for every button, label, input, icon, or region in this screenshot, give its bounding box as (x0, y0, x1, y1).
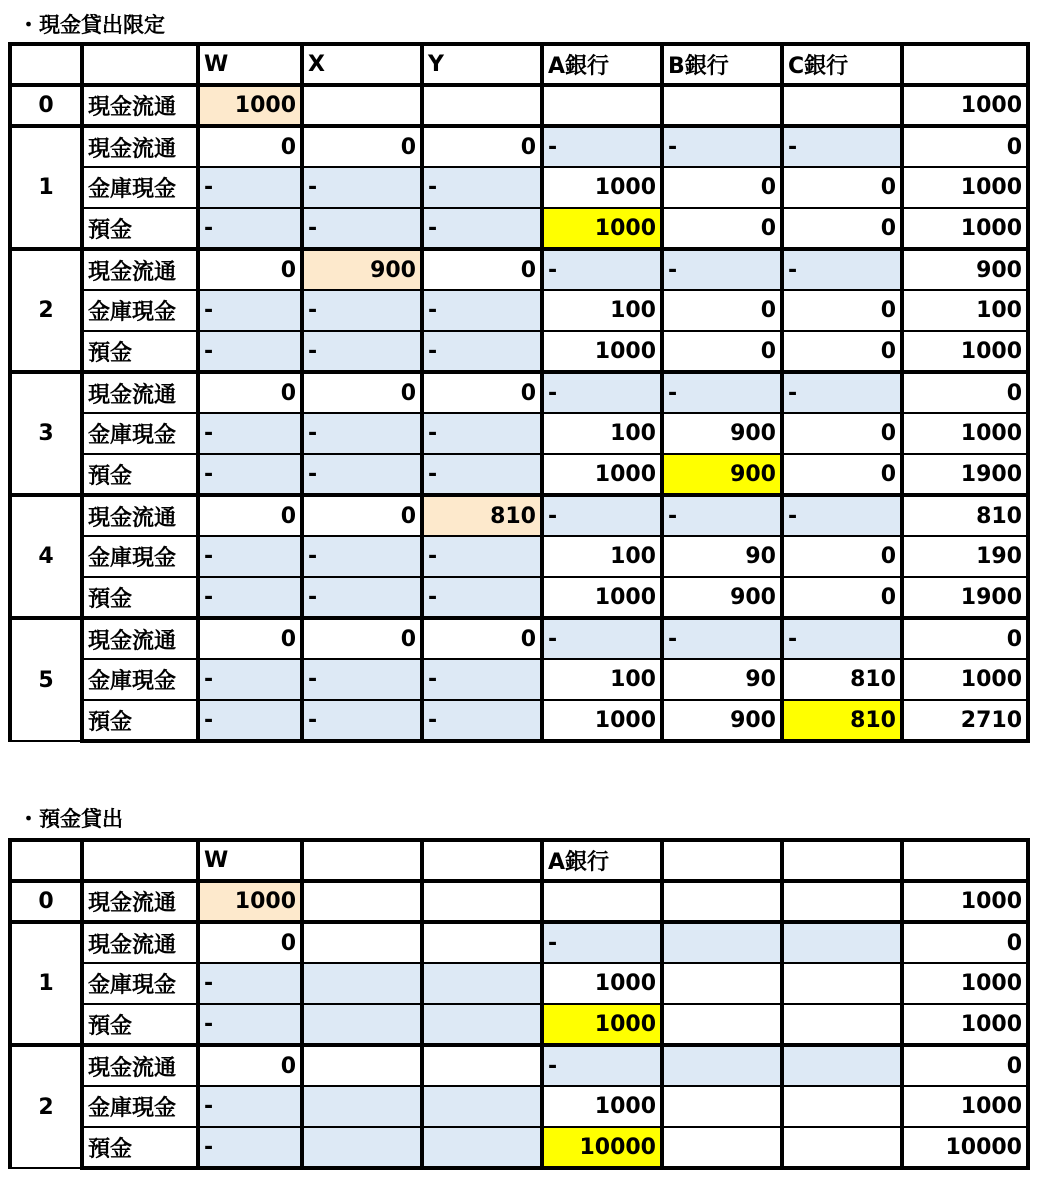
total-cell[interactable]: 1000 (902, 413, 1028, 454)
value-cell[interactable]: - (302, 208, 422, 249)
value-cell[interactable]: 0 (782, 413, 902, 454)
value-cell[interactable] (422, 963, 542, 1004)
value-cell[interactable]: 0 (198, 372, 302, 413)
value-cell[interactable]: 0 (782, 167, 902, 208)
value-cell[interactable] (662, 881, 782, 922)
value-cell[interactable]: - (198, 659, 302, 700)
value-cell[interactable]: 1000 (542, 963, 662, 1004)
table-row (10, 881, 1028, 922)
value-cell[interactable]: 0 (662, 290, 782, 331)
value-cell[interactable]: - (198, 413, 302, 454)
value-cell[interactable] (302, 1086, 422, 1127)
column-header[interactable] (902, 44, 1028, 85)
table-row (10, 85, 1028, 126)
value-cell[interactable] (782, 881, 902, 922)
header-row (10, 44, 1028, 85)
value-cell[interactable]: 900 (302, 249, 422, 290)
value-cell[interactable]: 1000 (542, 208, 662, 249)
value-cell[interactable] (782, 922, 902, 963)
value-cell[interactable]: - (662, 126, 782, 167)
table-row (10, 208, 1028, 249)
value-cell[interactable]: - (198, 700, 302, 741)
column-header[interactable] (782, 840, 902, 881)
value-cell[interactable]: 0 (422, 126, 542, 167)
value-cell[interactable]: 100 (542, 290, 662, 331)
column-header[interactable]: Y (422, 44, 542, 85)
table-row (10, 290, 1028, 331)
value-cell[interactable]: 810 (422, 495, 542, 536)
value-cell[interactable]: - (198, 1004, 302, 1045)
column-header[interactable]: A銀行 (542, 44, 662, 85)
row-label-cell[interactable]: 預金 (82, 700, 198, 741)
value-cell[interactable]: - (422, 577, 542, 618)
column-header[interactable]: X (302, 44, 422, 85)
column-header[interactable] (902, 840, 1028, 881)
value-cell[interactable]: - (782, 372, 902, 413)
row-label-cell[interactable]: 預金 (82, 454, 198, 495)
total-cell[interactable]: 1900 (902, 454, 1028, 495)
value-cell[interactable]: - (302, 331, 422, 372)
row-label-cell[interactable]: 金庫現金 (82, 1086, 198, 1127)
row-label-cell[interactable]: 金庫現金 (82, 413, 198, 454)
total-cell[interactable]: 810 (902, 495, 1028, 536)
value-cell[interactable] (782, 963, 902, 1004)
table-row (10, 963, 1028, 1004)
value-cell[interactable] (302, 922, 422, 963)
column-header[interactable] (82, 44, 198, 85)
row-label-cell[interactable]: 現金流通 (82, 1045, 198, 1086)
total-cell[interactable]: 190 (902, 536, 1028, 577)
row-label-cell[interactable]: 預金 (82, 577, 198, 618)
total-cell[interactable]: 900 (902, 249, 1028, 290)
value-cell[interactable]: - (302, 659, 422, 700)
step-number-cell[interactable]: 4 (10, 495, 82, 618)
value-cell[interactable]: 0 (302, 372, 422, 413)
value-cell[interactable]: 0 (782, 331, 902, 372)
value-cell[interactable]: 1000 (198, 85, 302, 126)
value-cell[interactable] (302, 1045, 422, 1086)
value-cell[interactable]: - (422, 290, 542, 331)
value-cell[interactable] (662, 85, 782, 126)
table-row (10, 249, 1028, 290)
row-label-cell[interactable]: 預金 (82, 1004, 198, 1045)
table-row (10, 1045, 1028, 1086)
row-label-cell[interactable]: 預金 (82, 331, 198, 372)
value-cell[interactable]: 1000 (542, 331, 662, 372)
value-cell[interactable] (542, 85, 662, 126)
value-cell[interactable]: - (422, 659, 542, 700)
value-cell[interactable]: 0 (198, 249, 302, 290)
value-cell[interactable]: 0 (302, 618, 422, 659)
row-label-cell[interactable]: 預金 (82, 208, 198, 249)
total-cell[interactable]: 10000 (902, 1127, 1028, 1168)
value-cell[interactable]: 0 (662, 331, 782, 372)
value-cell[interactable] (782, 1086, 902, 1127)
value-cell[interactable]: - (198, 208, 302, 249)
value-cell[interactable] (662, 1004, 782, 1045)
column-header[interactable]: C銀行 (782, 44, 902, 85)
row-label-cell[interactable]: 現金流通 (82, 922, 198, 963)
value-cell[interactable]: 100 (542, 413, 662, 454)
section-title-cash-lending: ・現金貸出限定 (18, 13, 165, 37)
value-cell[interactable] (302, 1127, 422, 1168)
total-cell[interactable]: 1000 (902, 167, 1028, 208)
value-cell[interactable] (662, 1045, 782, 1086)
value-cell[interactable]: - (422, 167, 542, 208)
value-cell[interactable]: - (198, 1086, 302, 1127)
column-header[interactable]: A銀行 (542, 840, 662, 881)
value-cell[interactable]: - (198, 963, 302, 1004)
step-number-cell[interactable]: 5 (10, 618, 82, 741)
value-cell[interactable]: - (198, 290, 302, 331)
value-cell[interactable]: 0 (782, 290, 902, 331)
total-cell[interactable]: 1000 (902, 85, 1028, 126)
total-cell[interactable]: 2710 (902, 700, 1028, 741)
value-cell[interactable]: 0 (302, 495, 422, 536)
value-cell[interactable]: - (302, 700, 422, 741)
value-cell[interactable]: - (198, 1127, 302, 1168)
row-label-cell[interactable]: 現金流通 (82, 249, 198, 290)
table-row (10, 577, 1028, 618)
value-cell[interactable]: 0 (662, 167, 782, 208)
value-cell[interactable]: 0 (198, 495, 302, 536)
value-cell[interactable]: - (198, 536, 302, 577)
total-cell[interactable]: 0 (902, 922, 1028, 963)
value-cell[interactable]: 0 (662, 208, 782, 249)
table-row (10, 454, 1028, 495)
step-number-cell[interactable]: 1 (10, 126, 82, 249)
value-cell[interactable]: - (422, 454, 542, 495)
value-cell[interactable]: - (782, 249, 902, 290)
value-cell[interactable]: 1000 (542, 1004, 662, 1045)
value-cell[interactable] (422, 922, 542, 963)
value-cell[interactable]: 1000 (542, 454, 662, 495)
value-cell[interactable]: - (662, 249, 782, 290)
value-cell[interactable]: 0 (198, 1045, 302, 1086)
value-cell[interactable] (662, 922, 782, 963)
step-number-cell[interactable]: 0 (10, 85, 82, 126)
value-cell[interactable] (422, 1127, 542, 1168)
value-cell[interactable] (302, 1004, 422, 1045)
total-cell[interactable]: 1000 (902, 881, 1028, 922)
value-cell[interactable]: - (422, 331, 542, 372)
row-label-cell[interactable]: 現金流通 (82, 881, 198, 922)
table-row (10, 618, 1028, 659)
table-row (10, 1086, 1028, 1127)
total-cell[interactable]: 1000 (902, 963, 1028, 1004)
value-cell[interactable]: - (422, 536, 542, 577)
column-header[interactable]: W (198, 44, 302, 85)
table-row (10, 922, 1028, 963)
value-cell[interactable]: 0 (422, 372, 542, 413)
column-header[interactable] (662, 840, 782, 881)
value-cell[interactable]: 0 (782, 454, 902, 495)
value-cell[interactable]: - (662, 495, 782, 536)
table-row (10, 700, 1028, 741)
total-cell[interactable]: 1000 (902, 1086, 1028, 1127)
value-cell[interactable]: - (542, 922, 662, 963)
table-row (10, 167, 1028, 208)
value-cell[interactable] (302, 881, 422, 922)
table-row (10, 331, 1028, 372)
value-cell[interactable]: 810 (782, 659, 902, 700)
value-cell[interactable]: - (662, 618, 782, 659)
value-cell[interactable]: 900 (662, 413, 782, 454)
value-cell[interactable] (782, 1045, 902, 1086)
value-cell[interactable]: 900 (662, 577, 782, 618)
value-cell[interactable]: 90 (662, 659, 782, 700)
total-cell[interactable]: 0 (902, 1045, 1028, 1086)
value-cell[interactable]: - (302, 577, 422, 618)
column-header[interactable] (10, 840, 82, 881)
value-cell[interactable]: - (302, 454, 422, 495)
column-header[interactable] (302, 840, 422, 881)
value-cell[interactable]: 0 (198, 922, 302, 963)
column-header[interactable] (422, 840, 542, 881)
column-header[interactable]: B銀行 (662, 44, 782, 85)
total-cell[interactable]: 100 (902, 290, 1028, 331)
value-cell[interactable]: 0 (198, 618, 302, 659)
total-cell[interactable]: 0 (902, 372, 1028, 413)
cash-lending-table (8, 42, 1030, 743)
value-cell[interactable] (542, 881, 662, 922)
total-cell[interactable]: 1000 (902, 659, 1028, 700)
total-cell[interactable]: 1900 (902, 577, 1028, 618)
value-cell[interactable] (302, 963, 422, 1004)
value-cell[interactable]: 0 (198, 126, 302, 167)
value-cell[interactable]: - (198, 454, 302, 495)
row-label-cell[interactable]: 金庫現金 (82, 536, 198, 577)
row-label-cell[interactable]: 金庫現金 (82, 167, 198, 208)
row-label-cell[interactable]: 金庫現金 (82, 290, 198, 331)
table-row (10, 659, 1028, 700)
value-cell[interactable]: - (542, 126, 662, 167)
value-cell[interactable]: 1000 (542, 577, 662, 618)
value-cell[interactable]: - (782, 126, 902, 167)
table-row (10, 413, 1028, 454)
table-row (10, 495, 1028, 536)
value-cell[interactable]: 900 (662, 454, 782, 495)
row-label-cell[interactable]: 現金流通 (82, 126, 198, 167)
value-cell[interactable]: - (198, 577, 302, 618)
row-label-cell[interactable]: 金庫現金 (82, 659, 198, 700)
table-row (10, 126, 1028, 167)
total-cell[interactable]: 1000 (902, 1004, 1028, 1045)
value-cell[interactable] (782, 1127, 902, 1168)
row-label-cell[interactable]: 現金流通 (82, 618, 198, 659)
value-cell[interactable]: 90 (662, 536, 782, 577)
value-cell[interactable]: - (302, 536, 422, 577)
value-cell[interactable]: - (422, 700, 542, 741)
value-cell[interactable]: - (422, 208, 542, 249)
value-cell[interactable] (422, 881, 542, 922)
row-label-cell[interactable]: 現金流通 (82, 495, 198, 536)
total-cell[interactable]: 1000 (902, 331, 1028, 372)
table-row (10, 1127, 1028, 1168)
table-row (10, 372, 1028, 413)
value-cell[interactable] (662, 1086, 782, 1127)
value-cell[interactable]: - (542, 372, 662, 413)
value-cell[interactable]: 900 (662, 700, 782, 741)
step-number-cell[interactable]: 0 (10, 881, 82, 922)
value-cell[interactable] (422, 1004, 542, 1045)
row-label-cell[interactable]: 現金流通 (82, 372, 198, 413)
value-cell[interactable] (662, 963, 782, 1004)
value-cell[interactable]: 10000 (542, 1127, 662, 1168)
value-cell[interactable]: - (198, 167, 302, 208)
section-title-deposit-lending: ・預金貸出 (18, 807, 123, 831)
row-label-cell[interactable]: 現金流通 (82, 85, 198, 126)
column-header[interactable] (82, 840, 198, 881)
step-number-cell[interactable]: 2 (10, 1045, 82, 1168)
value-cell[interactable]: - (542, 495, 662, 536)
value-cell[interactable]: - (198, 331, 302, 372)
value-cell[interactable]: 100 (542, 536, 662, 577)
column-header[interactable] (10, 44, 82, 85)
value-cell[interactable]: 810 (782, 700, 902, 741)
column-header[interactable]: W (198, 840, 302, 881)
value-cell[interactable]: - (302, 167, 422, 208)
total-cell[interactable]: 0 (902, 126, 1028, 167)
value-cell[interactable]: - (302, 290, 422, 331)
table-row (10, 536, 1028, 577)
value-cell[interactable] (662, 1127, 782, 1168)
step-number-cell[interactable]: 3 (10, 372, 82, 495)
step-number-cell[interactable]: 1 (10, 922, 82, 1045)
value-cell[interactable]: 0 (422, 249, 542, 290)
value-cell[interactable]: - (422, 413, 542, 454)
value-cell[interactable] (422, 1045, 542, 1086)
value-cell[interactable]: - (782, 618, 902, 659)
value-cell[interactable]: 0 (302, 126, 422, 167)
value-cell[interactable] (302, 85, 422, 126)
value-cell[interactable]: 0 (782, 577, 902, 618)
value-cell[interactable]: - (782, 495, 902, 536)
value-cell[interactable]: - (542, 618, 662, 659)
deposit-lending-table (8, 838, 1030, 1170)
value-cell[interactable] (782, 1004, 902, 1045)
value-cell[interactable]: 0 (782, 208, 902, 249)
value-cell[interactable]: - (662, 372, 782, 413)
value-cell[interactable]: 1000 (198, 881, 302, 922)
value-cell[interactable]: 100 (542, 659, 662, 700)
step-number-cell[interactable]: 2 (10, 249, 82, 372)
table-row (10, 1004, 1028, 1045)
header-row (10, 840, 1028, 881)
value-cell[interactable]: 1000 (542, 700, 662, 741)
total-cell[interactable]: 0 (902, 618, 1028, 659)
value-cell[interactable]: 0 (782, 536, 902, 577)
value-cell[interactable]: 1000 (542, 167, 662, 208)
value-cell[interactable]: - (302, 413, 422, 454)
value-cell[interactable]: - (542, 1045, 662, 1086)
value-cell[interactable] (782, 85, 902, 126)
value-cell[interactable]: 0 (422, 618, 542, 659)
value-cell[interactable] (422, 1086, 542, 1127)
total-cell[interactable]: 1000 (902, 208, 1028, 249)
row-label-cell[interactable]: 預金 (82, 1127, 198, 1168)
value-cell[interactable]: - (542, 249, 662, 290)
row-label-cell[interactable]: 金庫現金 (82, 963, 198, 1004)
value-cell[interactable] (422, 85, 542, 126)
value-cell[interactable]: 1000 (542, 1086, 662, 1127)
